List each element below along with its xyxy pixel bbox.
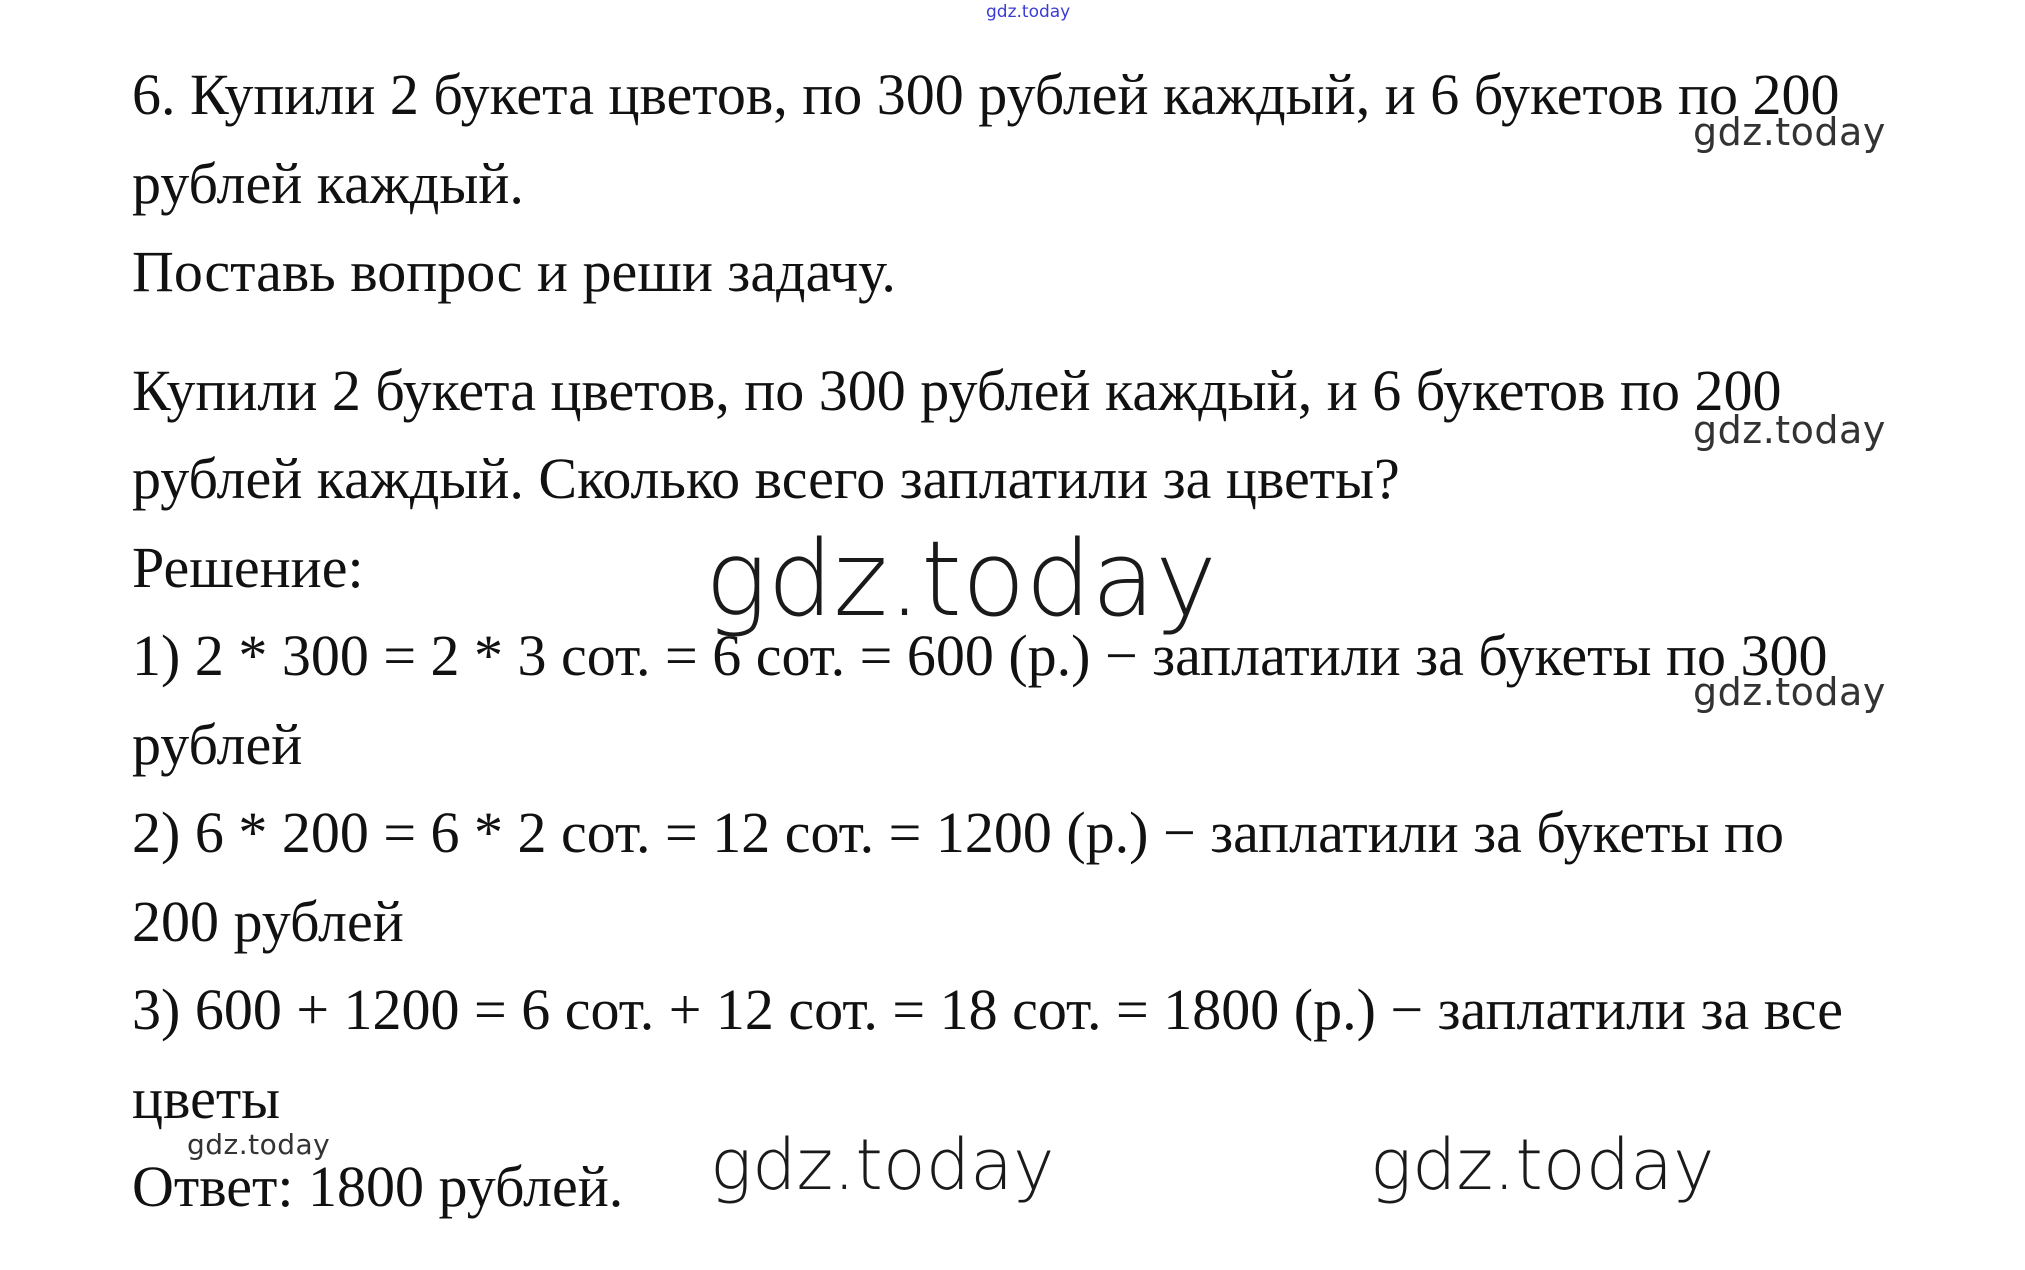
- answer-line: Ответ: 1800 рублей.: [132, 1154, 624, 1219]
- watermark-small-1: gdz.today: [1693, 110, 1886, 154]
- task-line-2: рублей каждый.: [132, 151, 524, 216]
- question-line-1: Купили 2 букета цветов, по 300 рублей каждый, и 6 букетов по 200: [132, 358, 1782, 423]
- watermark-large-2: gdz.today: [710, 1124, 1055, 1206]
- step-2-line-2: 200 рублей: [132, 889, 404, 954]
- watermark-small-4: gdz.today: [187, 1128, 331, 1161]
- watermark-large-1: gdz.today: [705, 518, 1217, 640]
- solution-heading: Решение:: [132, 535, 364, 600]
- step-2-line-1: 2) 6 * 200 = 6 * 2 сот. = 12 сот. = 1200 (р.) − заплатили за букеты по: [132, 800, 1784, 865]
- step-1-line-1: 1) 2 * 300 = 2 * 3 сот. = 6 сот. = 600 (р.) − заплатили за букеты по 300: [132, 623, 1828, 688]
- watermark-small-3: gdz.today: [1693, 670, 1886, 714]
- watermark-large-3: gdz.today: [1370, 1124, 1715, 1206]
- task-line-3: Поставь вопрос и реши задачу.: [132, 239, 896, 304]
- watermark-top: gdz.today: [986, 2, 1071, 22]
- step-3-line-2: цветы: [132, 1066, 281, 1131]
- watermark-small-2: gdz.today: [1693, 408, 1886, 452]
- question-line-2: рублей каждый. Сколько всего заплатили за цветы?: [132, 446, 1400, 511]
- step-1-line-2: рублей: [132, 712, 303, 777]
- task-line-1: 6. Купили 2 букета цветов, по 300 рублей каждый, и 6 букетов по 200: [132, 62, 1840, 127]
- step-3-line-1: 3) 600 + 1200 = 6 сот. + 12 сот. = 18 сот. = 1800 (р.) − заплатили за все: [132, 977, 1843, 1042]
